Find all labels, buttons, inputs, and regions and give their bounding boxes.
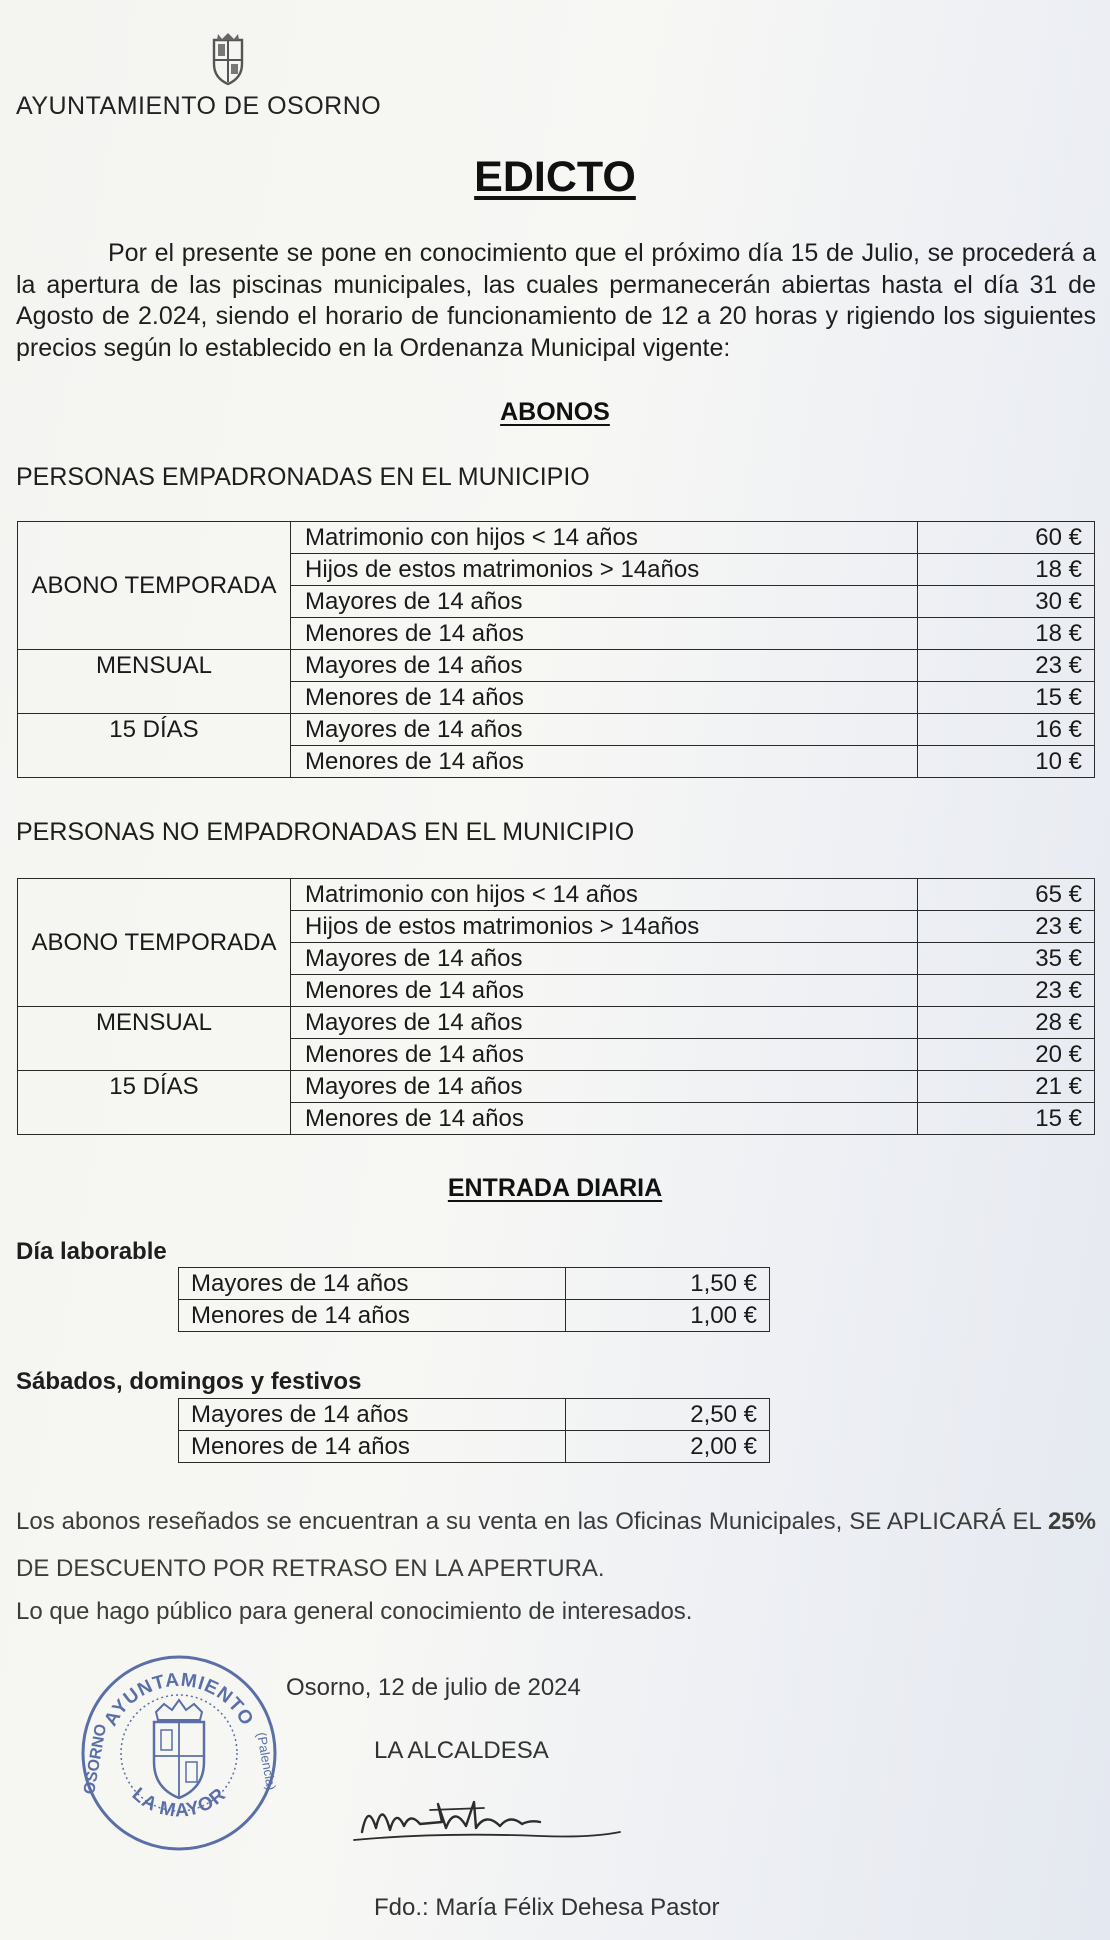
- seal-top-text: AYUNTAMIENTO: [100, 1669, 258, 1730]
- coat-of-arms-icon: [206, 30, 250, 86]
- empadronadas-heading: PERSONAS EMPADRONADAS EN EL MUNICIPIO: [16, 463, 590, 491]
- description-cell: Mayores de 14 años: [291, 714, 918, 746]
- table-row: [18, 650, 1095, 682]
- table-row: [18, 714, 1095, 746]
- price-cell: 23 €: [918, 650, 1095, 682]
- festivos-heading: Sábados, domingos y festivos: [16, 1368, 362, 1395]
- category-cell: ABONO TEMPORADA: [18, 522, 291, 650]
- laborable-heading: Día laborable: [16, 1238, 167, 1265]
- handwritten-signature: [350, 1782, 630, 1862]
- category-cell: MENSUAL: [18, 1007, 291, 1071]
- price-cell: 1,50 €: [566, 1268, 770, 1300]
- description-cell: Hijos de estos matrimonios > 14años: [291, 554, 918, 586]
- price-cell: 10 €: [918, 746, 1095, 778]
- description-cell: Menores de 14 años: [179, 1431, 566, 1463]
- sale-notice: [16, 1498, 1096, 1592]
- table-row: [18, 1071, 1095, 1103]
- category-cell: 15 DÍAS: [18, 1071, 291, 1135]
- seal-bottom-text: LA MAYOR: [127, 1783, 231, 1822]
- price-cell: 18 €: [918, 554, 1095, 586]
- description-cell: Mayores de 14 años: [291, 1071, 918, 1103]
- table-row: [18, 1007, 1095, 1039]
- price-cell: 35 €: [918, 943, 1095, 975]
- description-cell: Mayores de 14 años: [179, 1268, 566, 1300]
- description-cell: Matrimonio con hijos < 14 años: [291, 522, 918, 554]
- price-cell: 28 €: [918, 1007, 1095, 1039]
- document-title: EDICTO: [474, 153, 636, 201]
- price-cell: 2,50 €: [566, 1399, 770, 1431]
- price-cell: 20 €: [918, 1039, 1095, 1071]
- empadronadas-price-table: [17, 521, 1095, 778]
- organization-header: AYUNTAMIENTO DE OSORNO: [16, 92, 382, 120]
- seal-left-text: OSORNO: [81, 1722, 111, 1796]
- description-cell: Mayores de 14 años: [291, 1007, 918, 1039]
- municipal-seal-stamp: [78, 1652, 280, 1854]
- category-cell: ABONO TEMPORADA: [18, 879, 291, 1007]
- price-cell: 65 €: [918, 879, 1095, 911]
- table-row: [179, 1399, 770, 1431]
- price-cell: 15 €: [918, 1103, 1095, 1135]
- price-cell: 30 €: [918, 586, 1095, 618]
- discount-percent: 25%: [1047, 1508, 1096, 1535]
- price-cell: 16 €: [918, 714, 1095, 746]
- description-cell: Menores de 14 años: [291, 746, 918, 778]
- price-cell: 23 €: [918, 911, 1095, 943]
- laborable-price-table: [178, 1267, 770, 1332]
- table-row: [179, 1268, 770, 1300]
- description-cell: Menores de 14 años: [291, 618, 918, 650]
- table-row: [18, 522, 1095, 554]
- intro-paragraph: Por el presente se pone en conocimiento que el próximo día 15 de Julio, se procederá a la apertura de las piscinas municipales, las cuales permanecerán abiertas hasta el día 31 de Agosto de 2.024, siendo el horario de funcionamiento de 12 a 20 horas y rigiendo los siguientes precios según lo establecido en la Ordenanza Municipal vigente:: [16, 239, 1096, 362]
- no-empadronadas-price-table: [17, 878, 1095, 1135]
- entrada-diaria-title: ENTRADA DIARIA: [447, 1174, 663, 1202]
- price-cell: 1,00 €: [566, 1300, 770, 1332]
- price-cell: 21 €: [918, 1071, 1095, 1103]
- description-cell: Hijos de estos matrimonios > 14años: [291, 911, 918, 943]
- mayor-title: LA ALCALDESA: [374, 1737, 549, 1764]
- sale-notice-text: Los abonos reseñados se encuentran a su venta en las Oficinas Municipales, SE APLICARÁ EL: [16, 1508, 1048, 1535]
- price-cell: 60 €: [918, 522, 1095, 554]
- price-cell: 23 €: [918, 975, 1095, 1007]
- table-row: [18, 879, 1095, 911]
- description-cell: Mayores de 14 años: [179, 1399, 566, 1431]
- price-cell: 18 €: [918, 618, 1095, 650]
- category-cell: 15 DÍAS: [18, 714, 291, 778]
- category-cell: MENSUAL: [18, 650, 291, 714]
- festivos-price-table: [178, 1398, 770, 1463]
- description-cell: Matrimonio con hijos < 14 años: [291, 879, 918, 911]
- place-date: Osorno, 12 de julio de 2024: [286, 1674, 581, 1701]
- description-cell: Menores de 14 años: [291, 1039, 918, 1071]
- price-cell: 2,00 €: [566, 1431, 770, 1463]
- public-notice: Lo que hago público para general conocimiento de interesados.: [16, 1598, 693, 1625]
- table-row: [179, 1300, 770, 1332]
- seal-right-text: (Palencia): [253, 1731, 279, 1792]
- abonos-title: ABONOS: [500, 398, 610, 426]
- description-cell: Mayores de 14 años: [291, 650, 918, 682]
- price-cell: 15 €: [918, 682, 1095, 714]
- no-empadronadas-heading: PERSONAS NO EMPADRONADAS EN EL MUNICIPIO: [16, 818, 635, 846]
- description-cell: Menores de 14 años: [291, 975, 918, 1007]
- description-cell: Menores de 14 años: [179, 1300, 566, 1332]
- sale-notice-tail: DE DESCUENTO POR RETRASO EN LA APERTURA.: [16, 1555, 605, 1582]
- description-cell: Mayores de 14 años: [291, 586, 918, 618]
- signed-by: Fdo.: María Félix Dehesa Pastor: [374, 1894, 720, 1921]
- description-cell: Menores de 14 años: [291, 682, 918, 714]
- description-cell: Menores de 14 años: [291, 1103, 918, 1135]
- description-cell: Mayores de 14 años: [291, 943, 918, 975]
- table-row: [179, 1431, 770, 1463]
